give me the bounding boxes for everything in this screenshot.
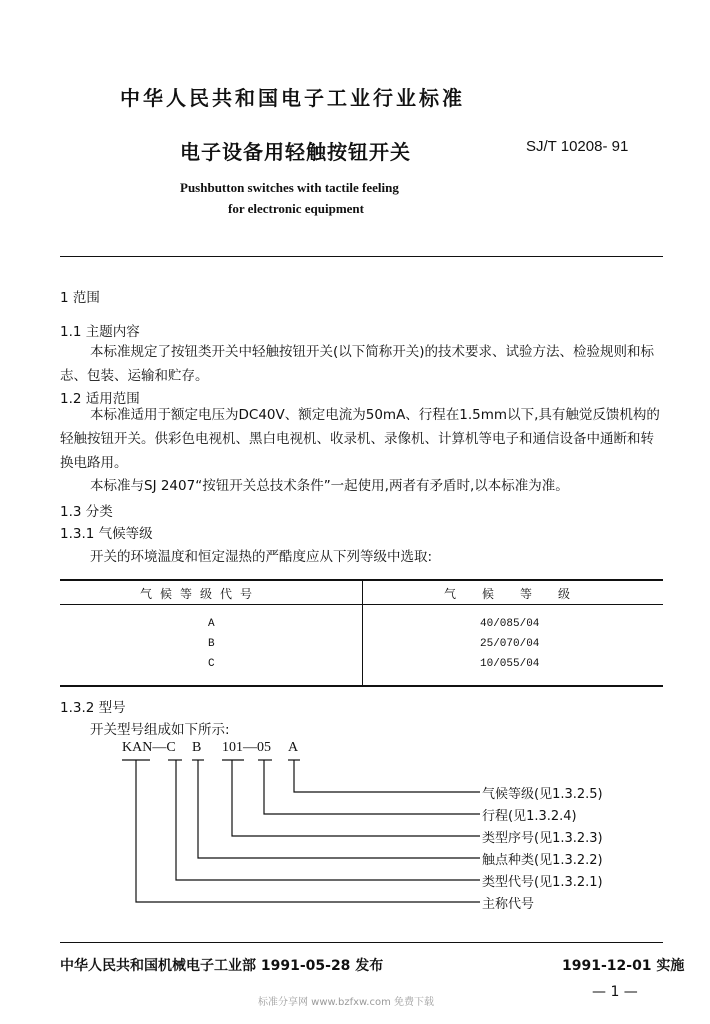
model-part-main: KAN—C <box>122 740 176 755</box>
table-header-class: 气候等级 <box>444 587 597 601</box>
page-number: — 1 — <box>592 984 638 1000</box>
legend-stroke: 行程(见1.3.2.4) <box>482 809 577 824</box>
watermark: 标准分享网 www.bzfxw.com 免费下载 <box>258 997 434 1008</box>
model-part-serial: 101—05 <box>222 740 271 755</box>
section-1-3-heading: 1.3 分类 <box>60 504 113 520</box>
section-1-2-text2: 本标准与SJ 2407“按钮开关总技术条件”一起使用,两者有矛盾时,以本标准为准。 <box>90 478 569 494</box>
model-part-climate: A <box>288 740 299 755</box>
section-1-heading: 1 范围 <box>60 290 100 306</box>
table-row-code: C <box>208 658 215 670</box>
table-row-class: 25/070/04 <box>480 638 540 650</box>
table-row-code: A <box>208 618 215 630</box>
section-1-2-heading: 1.2 适用范围 <box>60 391 140 407</box>
table-header-code: 气候等级代号 <box>140 587 261 601</box>
document-code: SJ/T 10208- 91 <box>526 138 629 155</box>
section-1-1-text: 本标准规定了按钮类开关中轻触按钮开关(以下简称开关)的技术要求、试验方法、检验规则和标志、包装、运输和贮存。 <box>60 344 655 384</box>
section-1-3-2-text: 开关型号组成如下所示: <box>90 722 230 738</box>
section-1-3-2-heading: 1.3.2 型号 <box>60 700 126 716</box>
legend-main: 主称代号 <box>482 897 535 912</box>
legend-climate: 气候等级(见1.3.2.5) <box>482 787 603 802</box>
legend-contact: 触点种类(见1.3.2.2) <box>482 853 603 868</box>
standard-series-title: 中华人民共和国电子工业行业标准 <box>120 86 465 110</box>
table-row-class: 40/085/04 <box>480 618 540 630</box>
section-1-2-text: 本标准适用于额定电压为DC40V、额定电流为50mA、行程在1.5mm以下,具有触觉反馈机构的轻触按钮开关。供彩色电视机、黑白电视机、收录机、录像机、计算机等电子和通信设备中通断和转换电路用。 <box>60 407 660 471</box>
section-1-3-1-heading: 1.3.1 气候等级 <box>60 526 153 542</box>
document-title: 电子设备用轻触按钮开关 <box>180 140 411 164</box>
english-title-line2: for electronic equipment <box>228 201 364 216</box>
footer-divider <box>60 942 663 943</box>
issuer-statement: 中华人民共和国机械电子工业部 1991-05-28 发布 <box>60 958 384 974</box>
section-1-3-1-text: 开关的环境温度和恒定湿热的严酷度应从下列等级中选取: <box>90 549 433 565</box>
english-title-line1: Pushbutton switches with tactile feeling <box>180 180 399 195</box>
effective-date: 1991-12-01 实施 <box>562 958 685 974</box>
table-row-class: 10/055/04 <box>480 658 540 670</box>
legend-serial: 类型序号(见1.3.2.3) <box>482 831 603 846</box>
legend-type: 类型代号(见1.3.2.1) <box>482 875 603 890</box>
section-1-1-heading: 1.1 主题内容 <box>60 324 140 340</box>
table-row-code: B <box>208 638 215 650</box>
model-part-contact: B <box>192 740 202 755</box>
